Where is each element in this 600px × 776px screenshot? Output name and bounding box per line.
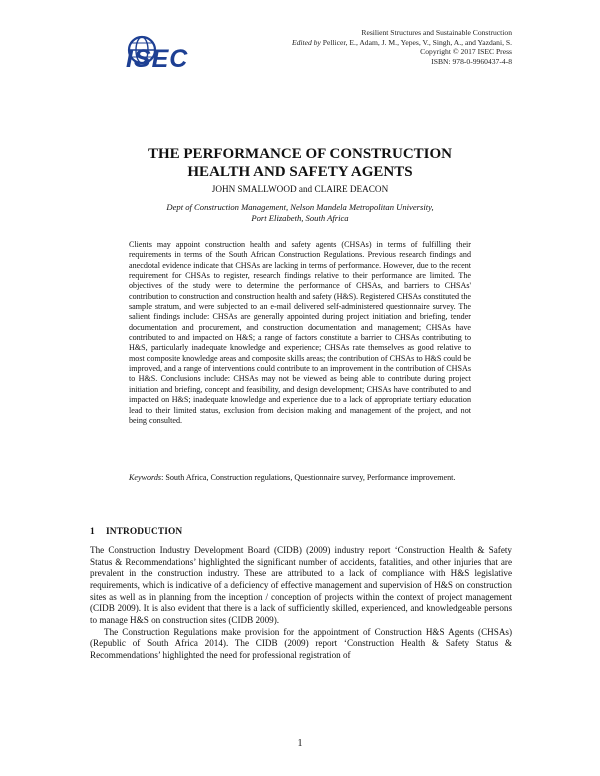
affiliation-line-1: Dept of Construction Management, Nelson Mandela Metropolitan University, [166, 202, 434, 212]
section-heading [90, 527, 182, 537]
section-number: 1 [90, 527, 95, 537]
logo-text: ISEC [126, 45, 189, 73]
abstract: Clients may appoint construction health and safety agents (CHSAs) in terms of fulfilling their requirements in terms of the South African Construction Regulations. Previous research findings and anecdotal evidence indicate that CHSAs are lacking in terms of performance. However, due to the recent requirement for CHSAs to register, research findings relative to their performance are limited. The objectives of the study were to determine the performance of CHSAs, and barriers to CHSAs' contribution to construction and construction health and safety (H&S). Registered CHSAs constituted the sample stratum, and were subjected to an e-mail delivered self-administered questionnaire survey. The salient findings include: CHSAs are generally appointed during project initiation and briefing, tender documentation and procurement, and construction documentation and management; CHSAs have contributed to and impacted on H&S; a range of factors constitute a barrier to CHSAs contributing to H&S, particularly inadequate knowledge and experience; CHSAs rate themselves as good relative to most composite knowledge areas and composite skills areas; the contribution of CHSAs to H&S could be improved, and a range of interventions could contribute to an improvement in the contribution of CHSAs to H&S. Conclusions include: CHSAs may not be viewed as being able to contribute during project initiation and briefing, concept and feasibility, and design development; CHSAs have contributed to and impacted on H&S; inadequate knowledge and experience due to a lack of appropriate tertiary education lead to their limited status, exclusion from decision making and management of the project, and not being consulted. [129, 240, 471, 425]
copyright-line: Copyright © 2017 ISEC Press [420, 47, 512, 57]
section-body [90, 545, 512, 662]
title-line-2: HEALTH AND SAFETY AGENTS [187, 164, 413, 180]
editors-names: Pellicer, E., Adam, J. M., Yepes, V., Singh, A., and Yazdani, S. [320, 37, 512, 47]
series-title: Resilient Structures and Sustainable Construction [361, 28, 512, 37]
authors: JOHN SMALLWOOD and CLAIRE DEACON [211, 184, 389, 194]
affiliation-line-2: Port Elizabeth, South Africa [251, 213, 349, 223]
affiliation [110, 202, 490, 224]
publication-info [292, 28, 512, 66]
body-paragraph: The Construction Industry Development Board (CIDB) (2009) industry report ‘Construction Health & Safety Status & Recommendations’ highlighted the significant number of accidents, fatalities, and other injuries that are prevalent in the construction industry. These are attributed to a lack of compliance with H&S legislative requirements, which is indicative of a deficiency of effective management and supervision of H&S on construction sites as well as in planning from the inception / conception of projects within the context of project management (CIDB 2009). It is also evident that there is a lack of sufficiently skilled, experienced, and knowledgeable persons to manage H&S on construction sites (CIDB 2009). [90, 545, 512, 625]
keywords [129, 473, 471, 483]
keywords-label: Keywords [129, 473, 162, 482]
isbn-line: ISBN: 978-0-9960437-4-8 [431, 56, 512, 66]
isec-logo [118, 33, 214, 73]
keywords-list: : South Africa, Construction regulations, Questionnaire survey, Performance improvement. [161, 473, 456, 482]
paper-title [90, 145, 510, 181]
editors-line [292, 38, 512, 48]
body-paragraph: The Construction Regulations make provision for the appointment of Construction H&S Agents (CHSAs) (Republic of South Africa 2014). The CIDB (2009) report ‘Construction Health & Safety Status & Recommendations’ highlighted the need for professional registration of [90, 626, 512, 660]
page-number: 1 [297, 738, 303, 749]
edited-prefix: Edited by [291, 37, 321, 47]
section-title: INTRODUCTION [106, 527, 183, 537]
title-line-1: THE PERFORMANCE OF CONSTRUCTION [147, 146, 453, 162]
